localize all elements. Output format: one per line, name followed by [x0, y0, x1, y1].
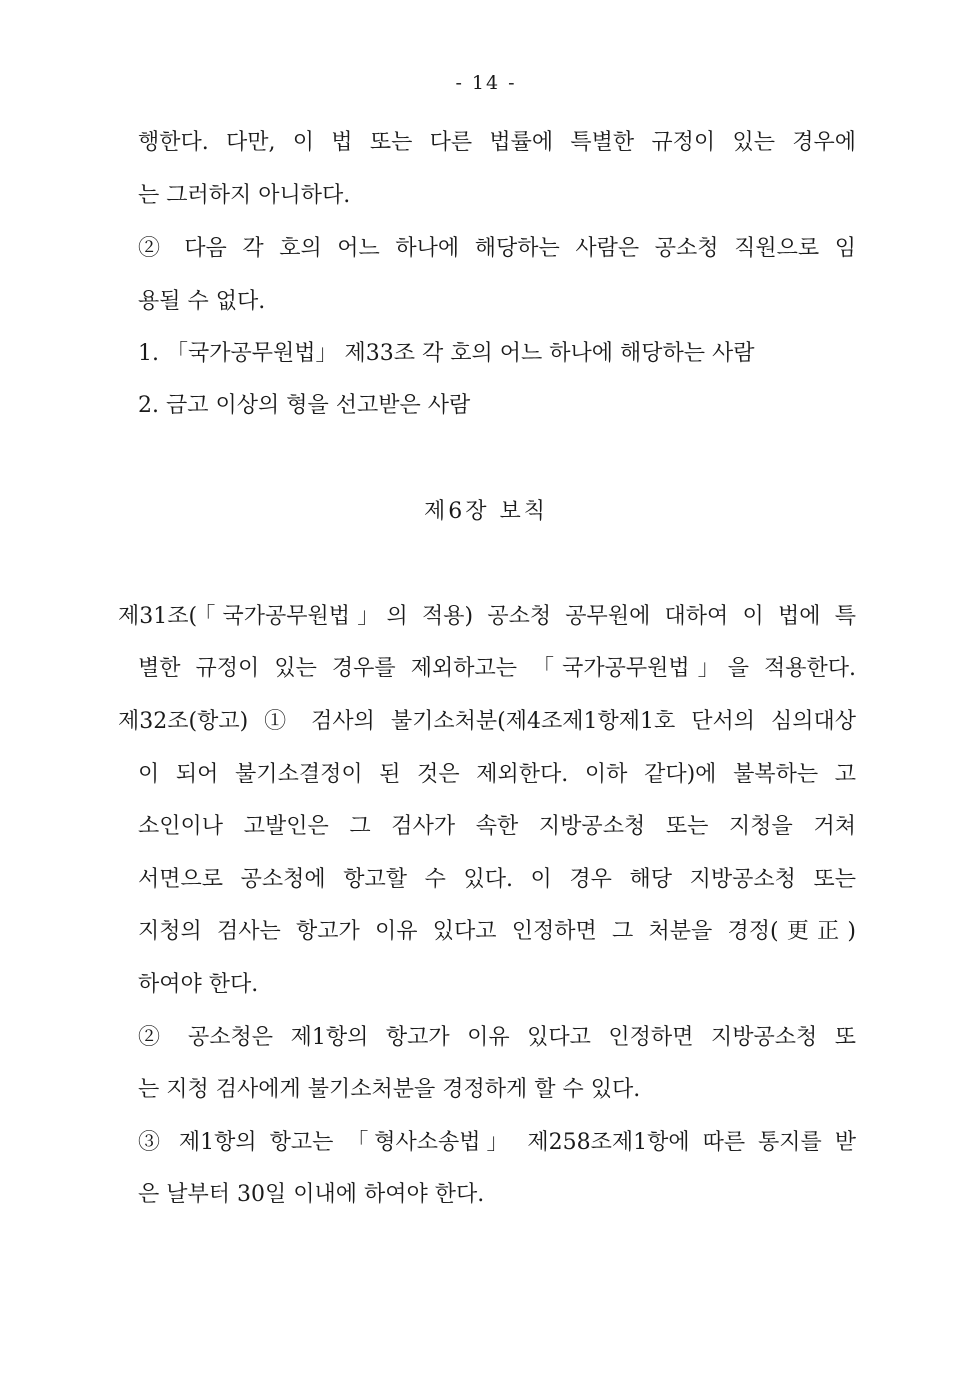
body-line: 이 되어 불기소결정이 된 것은 제외한다. 이하 같다)에 불복하는 고 [138, 762, 856, 787]
list-item: 2. 금고 이상의 형을 선고받은 사람 [138, 393, 471, 418]
body-line: 하여야 한다. [138, 972, 259, 997]
body-line: ② 공소청은 제1항의 항고가 이유 있다고 인정하면 지방공소청 또 [138, 1025, 856, 1050]
body-line: 서면으로 공소청에 항고할 수 있다. 이 경우 해당 지방공소청 또는 [138, 867, 856, 892]
body-line: 용될 수 없다. [138, 289, 266, 314]
body-line: 소인이나 고발인은 그 검사가 속한 지방공소청 또는 지청을 거쳐 [138, 814, 856, 839]
body-line: ② 다음 각 호의 어느 하나에 해당하는 사람은 공소청 직원으로 임 [138, 236, 856, 261]
body-line: 지청의 검사는 항고가 이유 있다고 인정하면 그 처분을 경정(更正) [138, 919, 856, 944]
body-line: 은 날부터 30일 이내에 하여야 한다. [138, 1182, 485, 1207]
article-32-heading-line: 제32조(항고) ① 검사의 불기소처분(제4조제1항제1호 단서의 심의대상 [118, 709, 856, 734]
list-item: 1. 「국가공무원법」 제33조 각 호의 어느 하나에 해당하는 사람 [138, 341, 755, 366]
chapter-title: 제6장 보칙 [424, 499, 548, 524]
page-number: - 14 - [455, 72, 517, 94]
body-line: 별한 규정이 있는 경우를 제외하고는 「국가공무원법」을 적용한다. [138, 656, 856, 681]
body-line: ③ 제1항의 항고는 「형사소송법」 제258조제1항에 따른 통지를 받 [138, 1130, 856, 1155]
body-line: 행한다. 다만, 이 법 또는 다른 법률에 특별한 규정이 있는 경우에 [138, 130, 856, 155]
body-line: 는 그러하지 아니하다. [138, 183, 351, 208]
body-line: 는 지청 검사에게 불기소처분을 경정하게 할 수 있다. [138, 1077, 641, 1102]
article-31-heading-line: 제31조(「국가공무원법」의 적용) 공소청 공무원에 대하여 이 법에 특 [118, 604, 856, 629]
